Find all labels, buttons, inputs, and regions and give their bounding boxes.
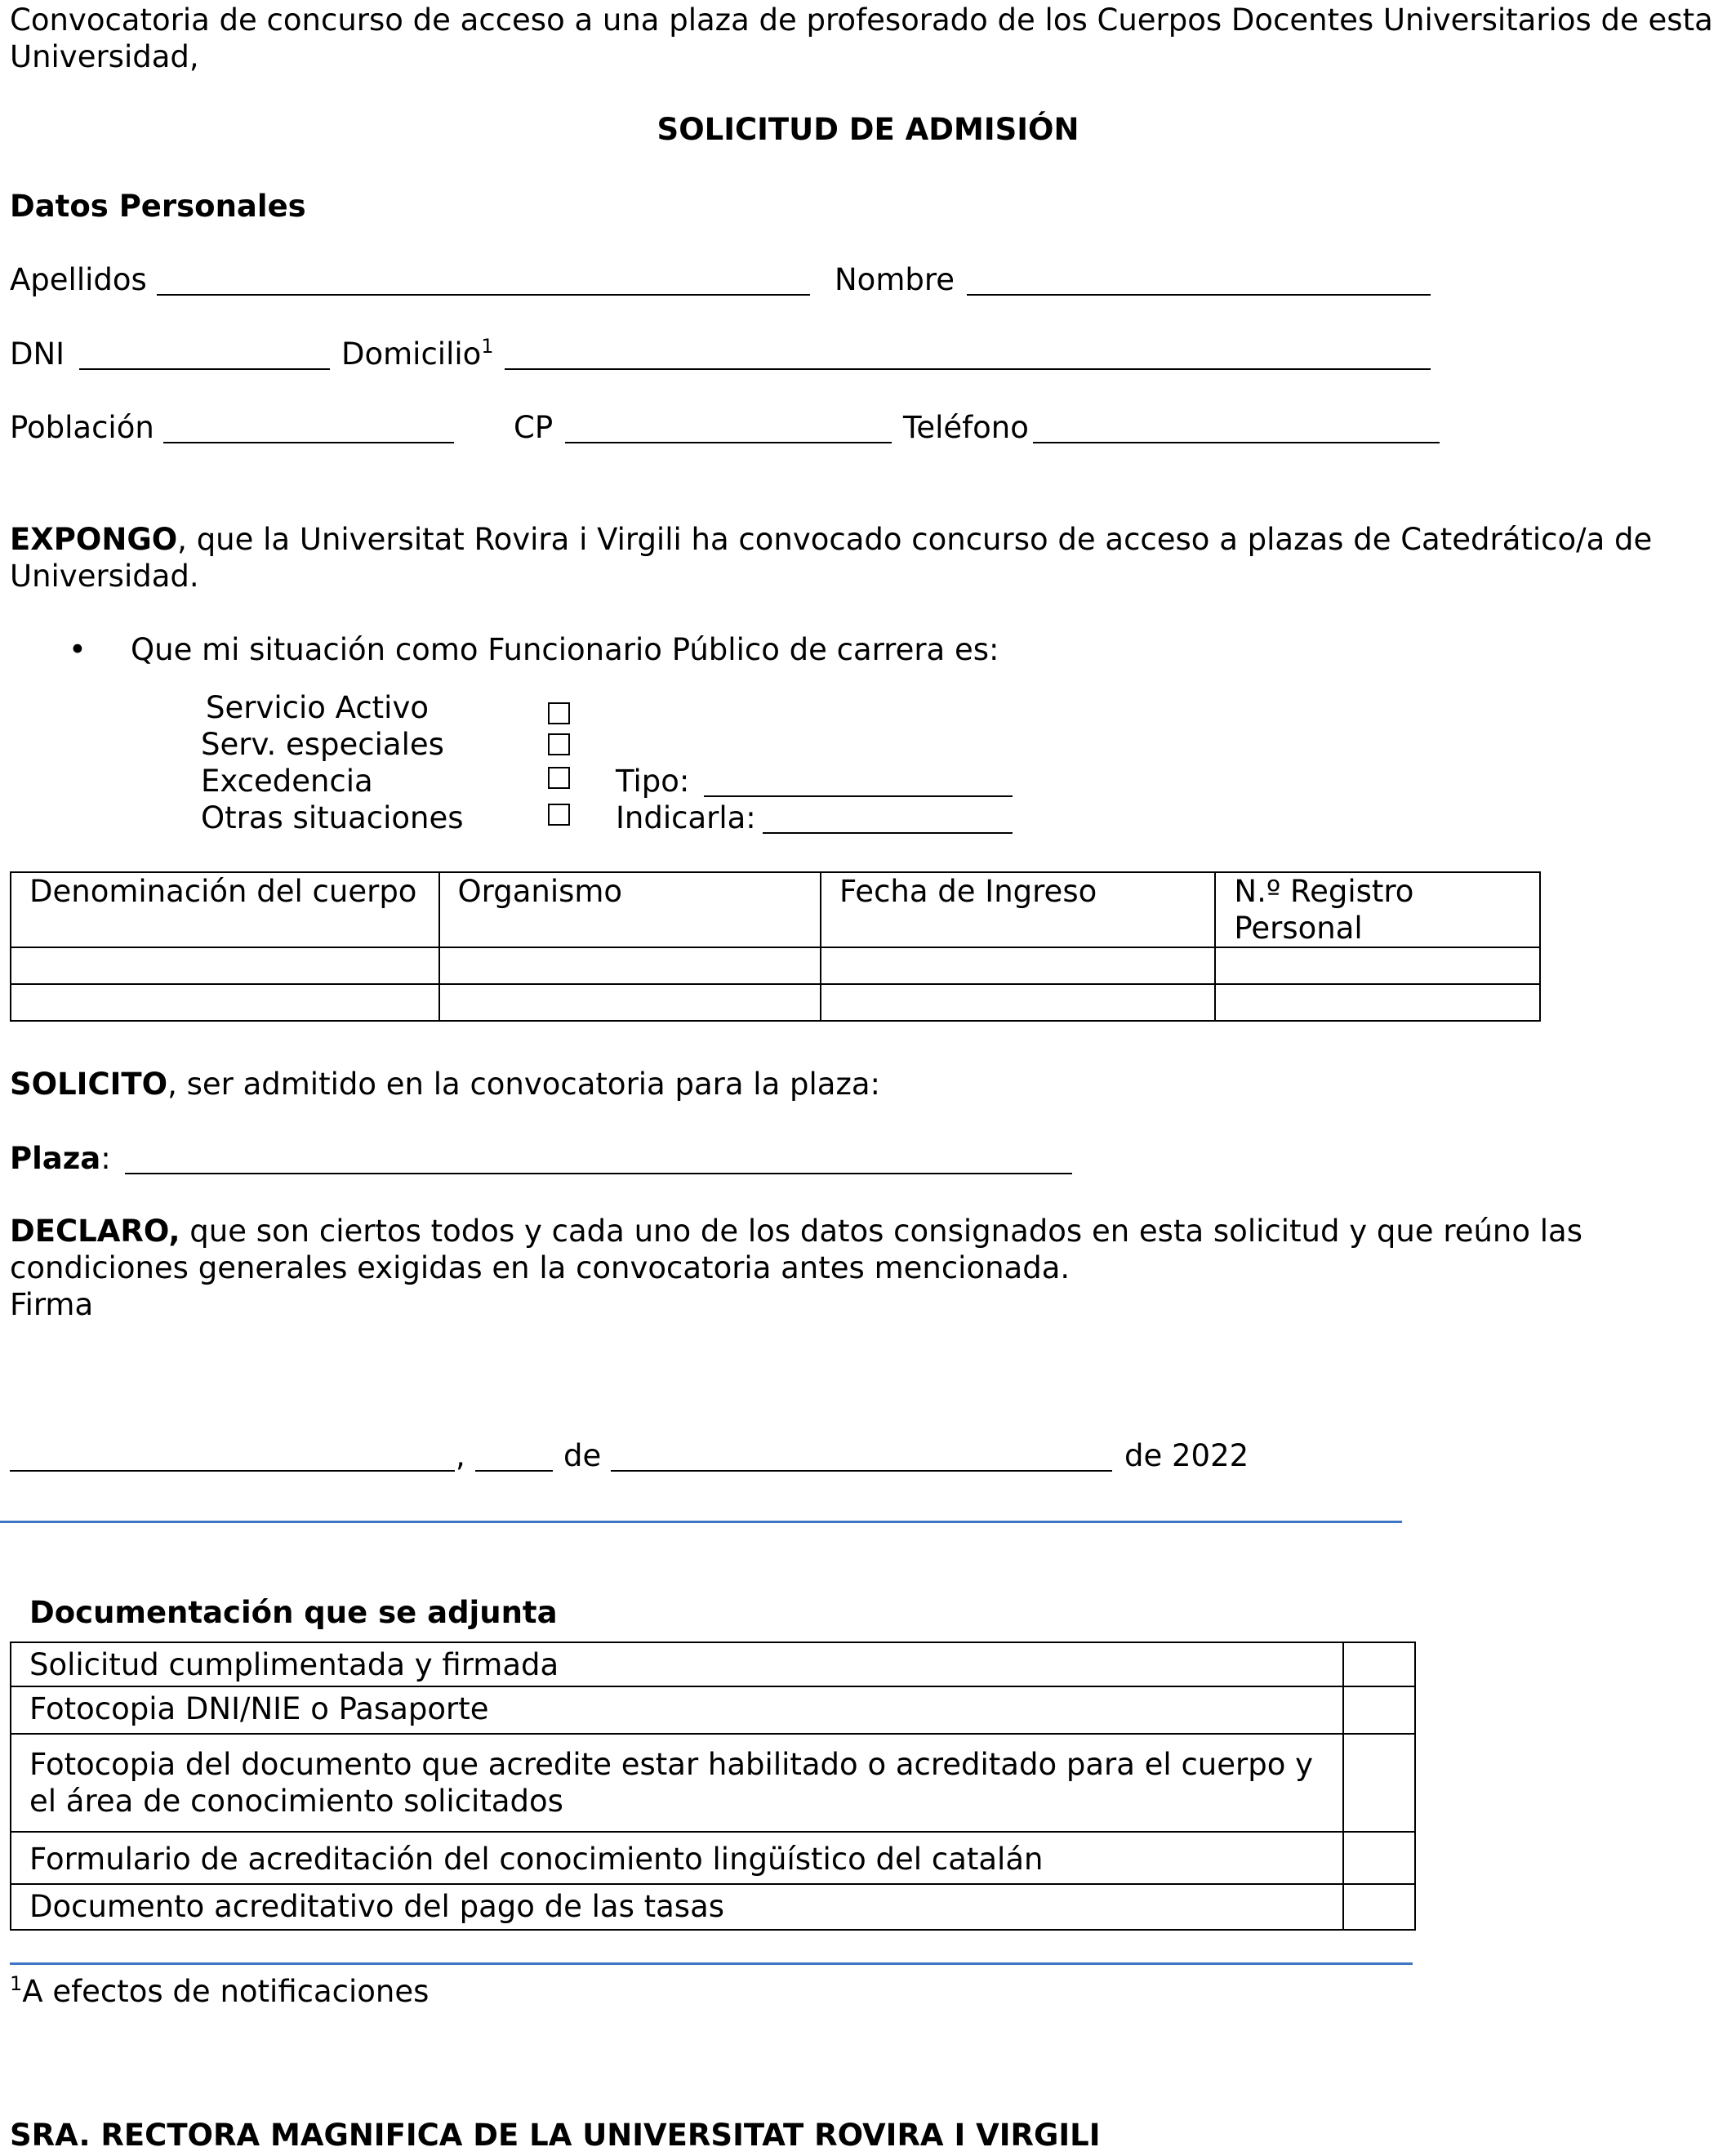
dni-label: DNI	[10, 336, 65, 372]
date-year-label: de 2022	[1124, 1438, 1249, 1473]
table-cell[interactable]	[821, 984, 1215, 1021]
plaza-colon: :	[100, 1141, 111, 1176]
plaza-label-text: Plaza	[10, 1141, 101, 1176]
date-comma: ,	[456, 1438, 465, 1473]
poblacion-field[interactable]	[163, 442, 454, 443]
documents-heading: Documentación que se adjunta	[29, 1595, 558, 1630]
option-label-otras-situaciones: Otras situaciones	[201, 800, 464, 835]
declaro-paragraph	[10, 1213, 1692, 1286]
table-cell[interactable]	[11, 947, 439, 984]
document-checkbox-cell[interactable]	[1343, 1884, 1415, 1930]
addressee: SRA. RECTORA MAGNIFICA DE LA UNIVERSITAT ROVIRA I VIRGILI	[10, 2118, 1101, 2153]
table-row	[11, 1884, 1415, 1930]
domicilio-footnote-mark: 1	[481, 335, 494, 358]
cuerpo-table-header-row	[11, 872, 1540, 947]
option-label-servicio-activo: Servicio Activo	[206, 690, 429, 725]
indicarla-field[interactable]	[763, 832, 1013, 834]
domicilio-field[interactable]	[505, 368, 1431, 370]
document-checkbox-cell[interactable]	[1343, 1642, 1415, 1686]
table-cell[interactable]	[821, 947, 1215, 984]
table-row	[11, 1734, 1415, 1832]
solicito-text: , ser admitido en la convocatoria para la plaza:	[167, 1067, 881, 1102]
cuerpo-header-organismo: Organismo	[439, 872, 821, 947]
form-title: SOLICITUD DE ADMISIÓN	[657, 112, 1079, 147]
documents-table	[10, 1642, 1416, 1931]
footnote-mark: 1	[10, 1972, 23, 1995]
document-checkbox-cell[interactable]	[1343, 1734, 1415, 1832]
month-field[interactable]	[611, 1470, 1112, 1472]
table-row	[11, 1832, 1415, 1884]
table-row	[11, 947, 1540, 984]
firma-label: Firma	[10, 1287, 94, 1322]
document-item: Fotocopia del documento que acredite estar habilitado o acreditado para el cuerpo y el área de conocimiento solicitados	[11, 1734, 1343, 1832]
blue-divider	[0, 1521, 1402, 1523]
plaza-label	[10, 1140, 111, 1177]
cuerpo-header-fecha-ingreso: Fecha de Ingreso	[821, 872, 1215, 947]
telefono-label: Teléfono	[903, 410, 1029, 445]
expongo-paragraph	[10, 521, 1708, 595]
cuerpo-header-registro-personal: N.º Registro Personal	[1215, 872, 1540, 947]
declaro-text: que son ciertos todos y cada uno de los datos consignados en esta solicitud y que reúno las condiciones generales exigidas en la convocatoria antes mencionada.	[10, 1214, 1583, 1285]
footnote	[10, 1973, 429, 2010]
footnote-separator	[10, 1962, 1413, 1965]
checkbox-servicio-activo[interactable]	[548, 702, 570, 724]
indicarla-label: Indicarla:	[616, 800, 756, 835]
solicito-keyword: SOLICITO	[10, 1067, 168, 1102]
declaro-keyword: DECLARO,	[10, 1214, 180, 1249]
table-row	[11, 1642, 1415, 1686]
document-checkbox-cell[interactable]	[1343, 1686, 1415, 1734]
cuerpo-header-denominacion: Denominación del cuerpo	[11, 872, 439, 947]
date-de-label: de	[563, 1438, 602, 1473]
document-item: Formulario de acreditación del conocimiento lingüístico del catalán	[11, 1832, 1343, 1884]
table-cell[interactable]	[1215, 984, 1540, 1021]
table-cell[interactable]	[439, 984, 821, 1021]
apellidos-label: Apellidos	[10, 262, 147, 297]
intro-text: Convocatoria de concurso de acceso a una plaza de profesorado de los Cuerpos Docentes Universitarios de esta Universidad,	[10, 2, 1713, 74]
document-item: Documento acreditativo del pago de las tasas	[11, 1884, 1343, 1930]
signature-area[interactable]	[10, 1321, 745, 1411]
checkbox-otras-situaciones[interactable]	[548, 804, 570, 826]
table-cell[interactable]	[439, 947, 821, 984]
tipo-label: Tipo:	[616, 764, 690, 799]
dni-field[interactable]	[79, 368, 330, 370]
poblacion-label: Población	[10, 410, 154, 445]
nombre-label: Nombre	[835, 262, 955, 297]
document-item: Fotocopia DNI/NIE o Pasaporte	[11, 1686, 1343, 1734]
expongo-text: , que la Universitat Rovira i Virgili ha convocado concurso de acceso a plazas de Catedrático/a de Universidad.	[10, 522, 1653, 594]
table-row	[11, 1686, 1415, 1734]
personal-data-heading: Datos Personales	[10, 189, 306, 224]
table-row	[11, 984, 1540, 1021]
option-label-excedencia: Excedencia	[201, 764, 373, 799]
footnote-text: A efectos de notificaciones	[22, 1974, 430, 2009]
document-checkbox-cell[interactable]	[1343, 1832, 1415, 1884]
tipo-field[interactable]	[704, 795, 1013, 797]
telefono-field[interactable]	[1033, 442, 1440, 443]
table-cell[interactable]	[1215, 947, 1540, 984]
option-label-serv-especiales: Serv. especiales	[201, 727, 444, 762]
expongo-keyword: EXPONGO	[10, 522, 178, 557]
cp-label: CP	[514, 410, 554, 445]
place-field[interactable]	[10, 1470, 455, 1472]
nombre-field[interactable]	[967, 294, 1431, 296]
domicilio-label-text: Domicilio	[341, 336, 482, 372]
domicilio-label	[341, 336, 494, 372]
bullet: •	[69, 632, 87, 667]
cp-field[interactable]	[565, 442, 892, 443]
plaza-field[interactable]	[125, 1173, 1072, 1174]
table-cell[interactable]	[11, 984, 439, 1021]
situation-text: Que mi situación como Funcionario Público de carrera es:	[131, 632, 999, 667]
solicito-paragraph	[10, 1066, 880, 1102]
apellidos-field[interactable]	[157, 294, 810, 296]
checkbox-excedencia[interactable]	[548, 767, 570, 789]
cuerpo-table	[10, 871, 1541, 1022]
document-item: Solicitud cumplimentada y firmada	[11, 1642, 1343, 1686]
day-field[interactable]	[475, 1470, 553, 1472]
checkbox-serv-especiales[interactable]	[548, 733, 570, 755]
